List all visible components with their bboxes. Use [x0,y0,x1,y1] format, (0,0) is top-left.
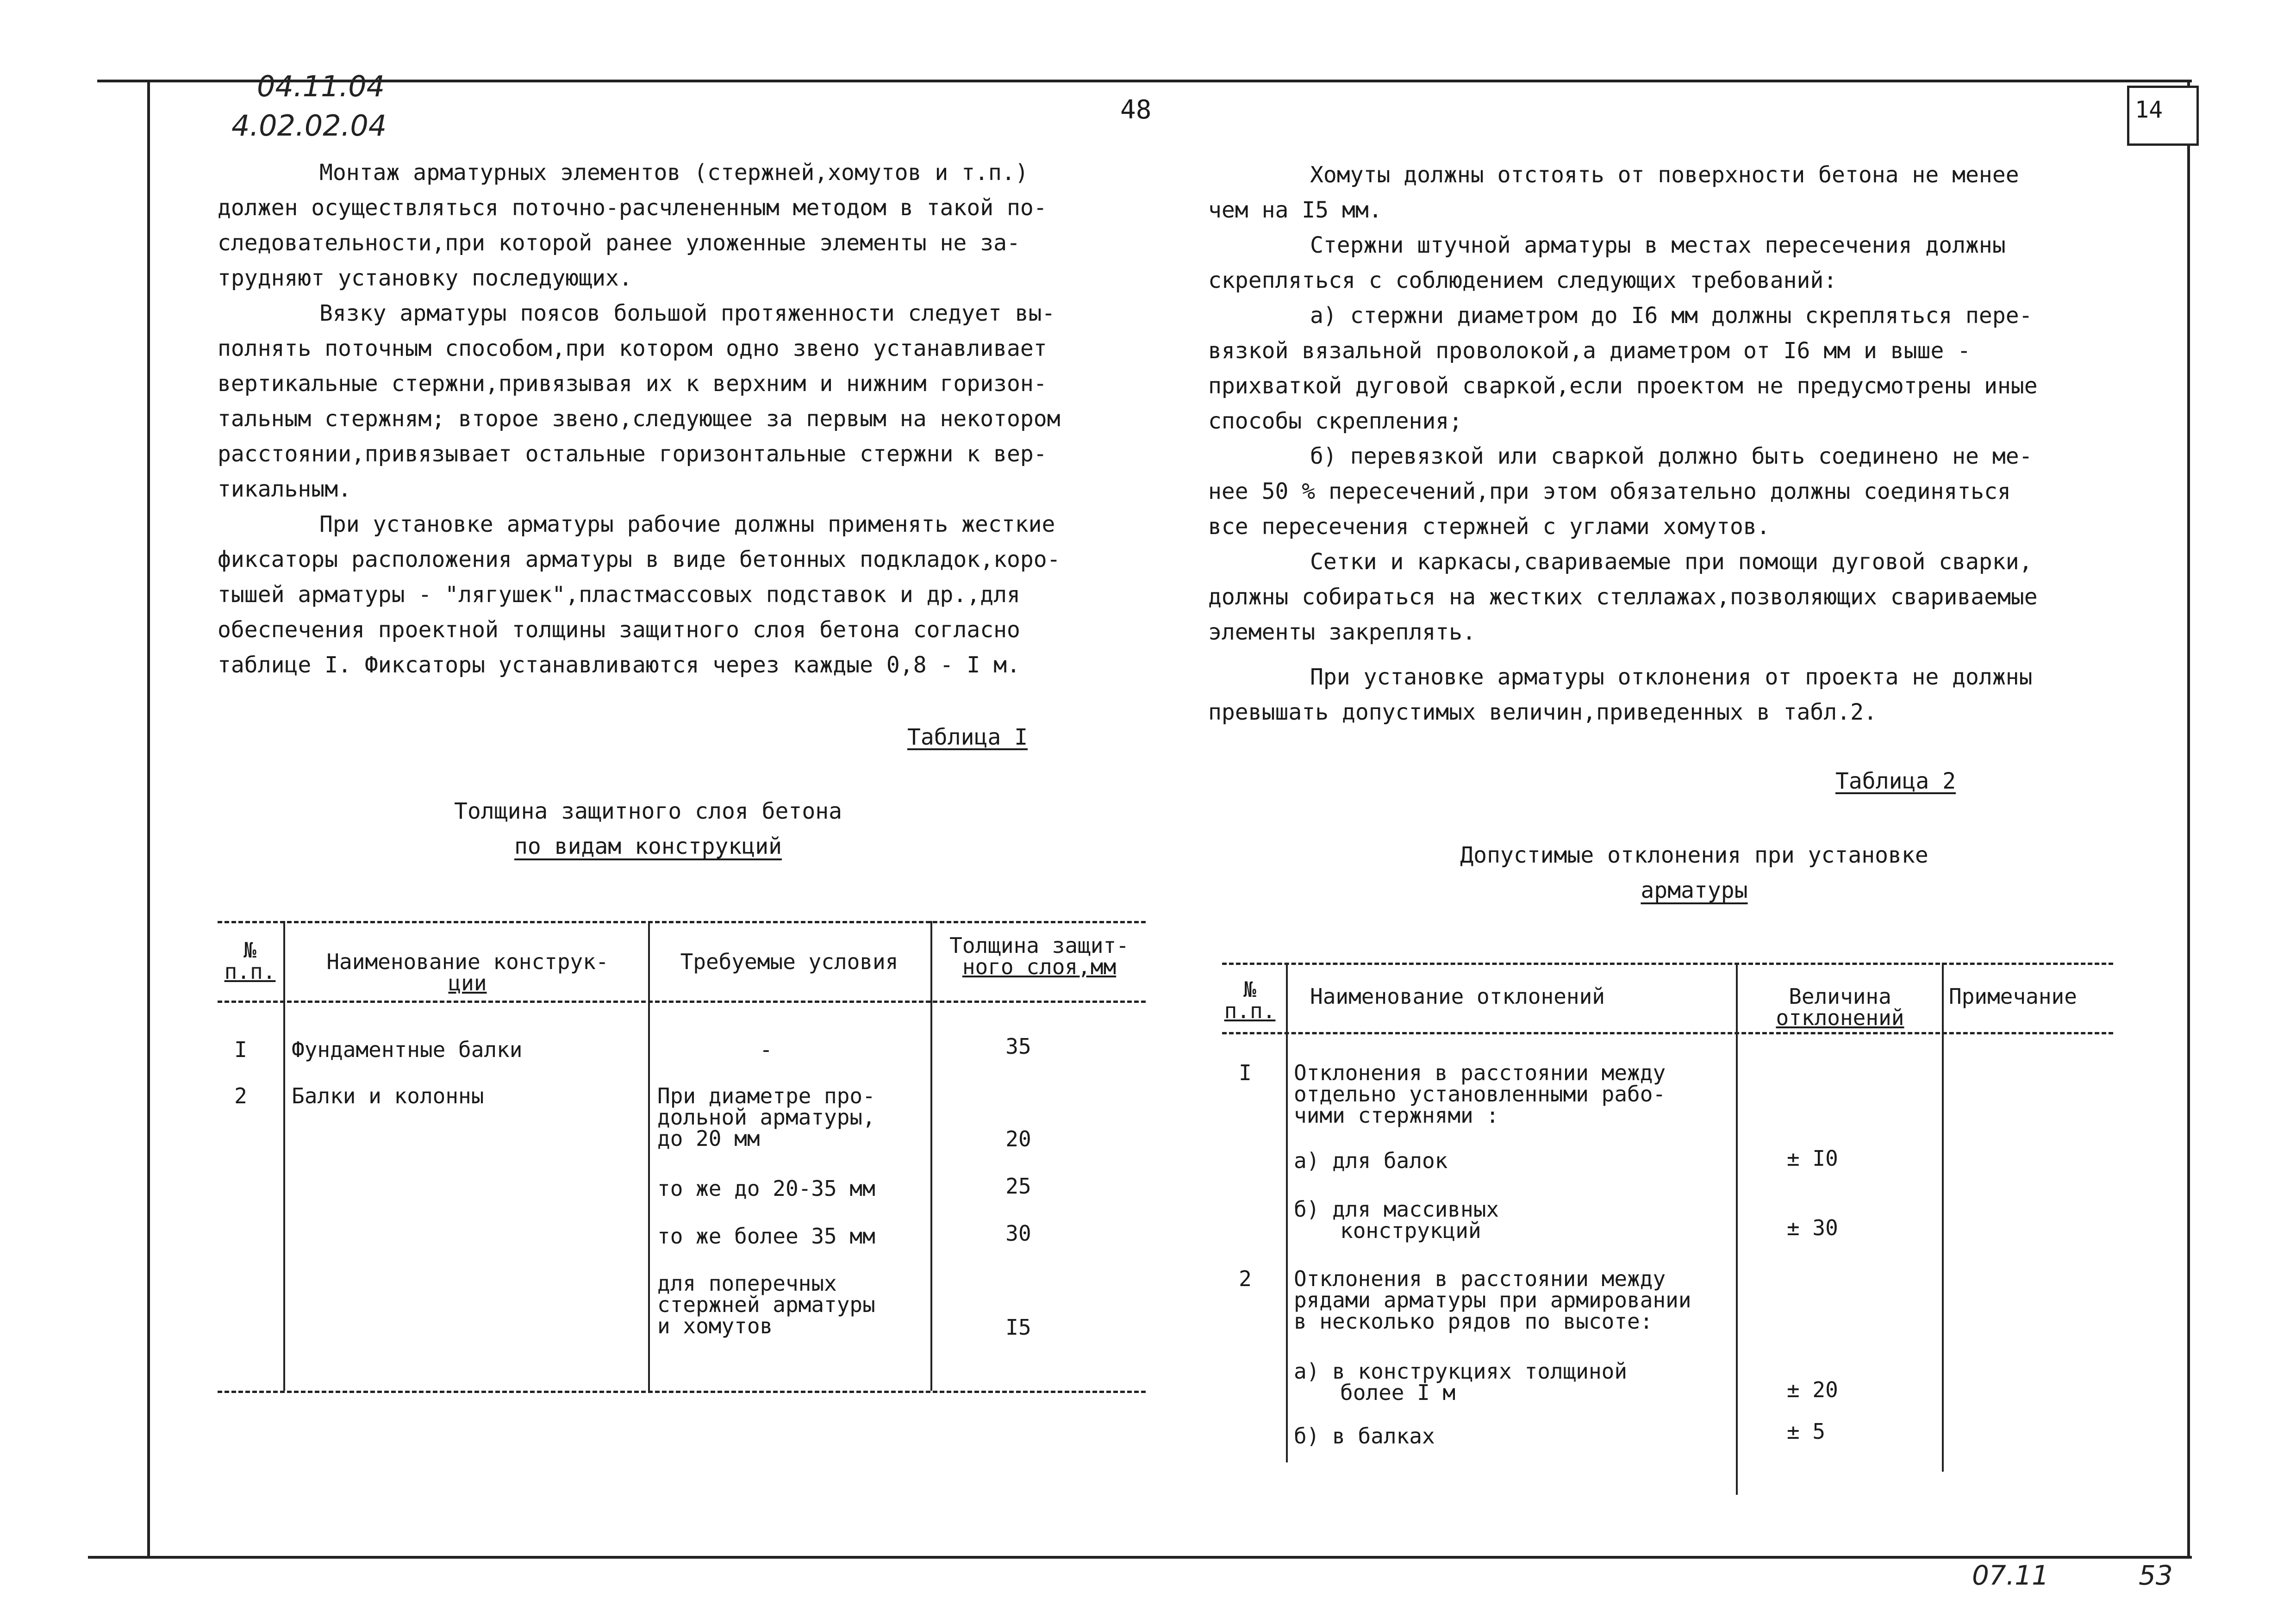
right-text-last [1208,659,2125,730]
text-line: фиксаторы расположения арматуры в виде бетонных подкладок,коро- [218,547,1061,572]
table2-header-border [1222,1032,2113,1034]
table1-header-name [292,951,643,994]
header-text: Толщина защит- [949,933,1129,958]
table-cell: 2 [234,1083,247,1108]
table-cell: I [1239,1060,1252,1085]
text-line: должны собираться на жестких стеллажах,позволяющих свариваемые [1208,584,2038,610]
table-cell: Балки и колонны [292,1083,484,1108]
text-line: превышать допустимых величин,приведенных в табл.2. [1208,699,1877,725]
table2-title-line1: Допустимые отклонения при установке [1460,842,1928,868]
cell-text: более I м [1340,1380,1456,1405]
text-line: При установке арматуры отклонения от проекта не должны [1310,664,2033,690]
text-line: тикальным. [218,476,351,502]
text-line: чем на I5 мм. [1208,197,1382,223]
table-cell: то же более 35 мм [657,1224,875,1249]
table1-title-line1: Толщина защитного слоя бетона [454,798,842,824]
cell-text: конструкций [1340,1218,1481,1243]
cell-text: б) для массивных [1294,1197,1499,1222]
cell-text: и хомутов [657,1313,773,1338]
frame-left-line [147,80,150,1558]
table-cell: то же до 20-35 мм [657,1176,875,1201]
table1-caption: Таблица I [907,724,1028,750]
table2-title [1416,838,1972,908]
table-cell [1294,1199,1499,1241]
text-line: трудняют установку последующих. [218,265,632,291]
text-line: все пересечения стержней с углами хомутов. [1208,514,1770,540]
text-line: Монтаж арматурных элементов (стержней,хомутов и т.п.) [319,160,1029,186]
text-line: Хомуты должны отстоять от поверхности бетона не менее [1310,162,2019,188]
text-line: нее 50 % пересечений,при этом обязательно должны соединяться [1208,479,2011,504]
frame-top-line [97,80,2192,82]
text-line: элементы закреплять. [1208,619,1476,645]
table-cell: ± 5 [1787,1419,1826,1444]
table2-header-name: Наименование отклонений [1310,984,1605,1009]
header-text: отклонений [1776,1005,1904,1030]
cell-text: Отклонения в расстоянии между [1294,1266,1666,1291]
table2-title-line2: арматуры [1641,877,1748,903]
left-text [218,155,1143,683]
text-line: Вязку арматуры поясов большой протяженности следует вы- [319,300,1055,326]
header-text: Наименование конструк- [326,949,609,974]
text-line: следовательности,при которой ранее уложенные элементы не за- [218,230,1020,256]
header-text: п.п. [224,959,276,984]
text-line: тальным стержням; второе звено,следующее за первым на некотором [218,406,1061,432]
footer-mark-left: 07.11 [1972,1560,2049,1591]
text-line: вертикальные стержни,привязывая их к верхним и нижним горизон- [218,371,1047,397]
right-text [1208,157,2125,650]
table-cell [1294,1062,1666,1126]
table1-header-thickness [933,935,1146,977]
text-line: должен осуществляться поточно-расчлененным методом в такой по- [218,195,1047,221]
text-line: Сетки и каркасы,свариваемые при помощи дуговой сварки, [1310,549,2033,575]
sheet-number: 14 [2135,96,2163,123]
cell-text: рядами арматуры при армировании [1294,1287,1691,1312]
cell-text: отдельно установленными рабо- [1294,1082,1666,1107]
text-line: способы скрепления; [1208,408,1463,434]
table1-col-divider [283,921,285,1391]
cell-text: Отклонения в расстоянии между [1294,1060,1666,1085]
header-text: Величина [1789,984,1891,1009]
table2-top-border [1222,963,2113,965]
sheet-number-box [2127,86,2199,146]
table-cell: 2 [1239,1266,1252,1291]
cell-text: дольной арматуры, [657,1105,875,1130]
table-cell: ± I0 [1787,1146,1838,1171]
text-line: обеспечения проектной толщины защитного слоя бетона согласно [218,617,1020,643]
table2-header-note: Примечание [1949,984,2077,1009]
table-cell [657,1273,875,1337]
table2-header-value [1743,986,1937,1028]
frame-bottom-line [88,1556,2192,1559]
table2-col-divider [1736,963,1738,1495]
table-cell: ± 30 [1787,1215,1838,1240]
table2-header-num [1217,979,1282,1021]
header-text: № [243,938,256,963]
text-line: прихваткой дуговой сваркой,если проектом не предусмотрены иные [1208,373,2038,399]
text-line: полнять поточным способом,при котором одно звено устанавливает [218,336,1047,361]
table2-col-divider [1942,963,1944,1472]
table-cell: 30 [1005,1221,1031,1246]
table1-top-border [218,921,1146,923]
text-line: Стержни штучной арматуры в местах пересечения должны [1310,232,2006,258]
cell-text: стержней арматуры [657,1292,875,1317]
document-code: 4.02.02.04 [231,109,387,143]
text-line: При установке арматуры рабочие должны применять жесткие [319,511,1055,537]
cell-text: для поперечных [657,1271,837,1296]
table-cell [657,1085,875,1149]
table1-header-border [218,1001,1146,1003]
table1-header-conditions: Требуемые условия [680,949,898,974]
table-cell: б) в балках [1294,1424,1435,1449]
document-code-top: 04.11.04 [257,69,385,103]
header-text: ного слоя,мм [962,954,1117,979]
text-line: скрепляться с соблюдением следующих требований: [1208,267,1837,293]
table1-col-divider [930,921,932,1391]
table-cell: ± 20 [1787,1377,1838,1402]
table-cell: Фундаментные балки [292,1037,523,1062]
text-line: б) перевязкой или сваркой должно быть соединено не ме- [1310,443,2033,469]
table1-title [352,794,944,864]
cell-text: а) в конструкциях толщиной [1294,1359,1628,1384]
table-cell: 25 [1005,1174,1031,1199]
table1-col-divider [648,921,650,1391]
header-text: ции [448,970,487,995]
table-cell [1294,1268,1691,1332]
table-cell: I5 [1005,1315,1031,1340]
table2-col-divider [1286,963,1288,1462]
text-line: вязкой вязальной проволокой,а диаметром от I6 мм и выше - [1208,338,1971,364]
footer-mark-right: 53 [2139,1560,2173,1591]
table2-caption: Таблица 2 [1835,768,1956,794]
page-number: 48 [1120,95,1152,125]
cell-text: в несколько рядов по высоте: [1294,1309,1653,1334]
frame-right-line [2187,80,2190,1558]
table-cell: - [760,1037,773,1062]
table-cell: I [234,1037,247,1062]
cell-text: до 20 мм [657,1126,760,1151]
text-line: тышей арматуры - "лягушек",пластмассовых подставок и др.,для [218,582,1020,608]
table-cell [1294,1361,1627,1403]
table1-header-num [218,939,282,982]
table1-title-line2: по видам конструкций [514,833,782,859]
header-text: № [1243,977,1256,1002]
table1-bottom-border [218,1391,1146,1393]
header-text: п.п. [1224,998,1276,1023]
text-line: а) стержни диаметром до I6 мм должны скрепляться пере- [1310,303,2033,329]
table-cell: 35 [1005,1034,1031,1059]
cell-text: При диаметре про- [657,1083,875,1108]
table-cell: 20 [1005,1126,1031,1151]
table-cell: а) для балок [1294,1148,1448,1173]
text-line: таблице I. Фиксаторы устанавливаются через каждые 0,8 - I м. [218,652,1020,678]
text-line: расстоянии,привязывает остальные горизонтальные стержни к вер- [218,441,1047,467]
cell-text: чими стержнями : [1294,1103,1499,1128]
